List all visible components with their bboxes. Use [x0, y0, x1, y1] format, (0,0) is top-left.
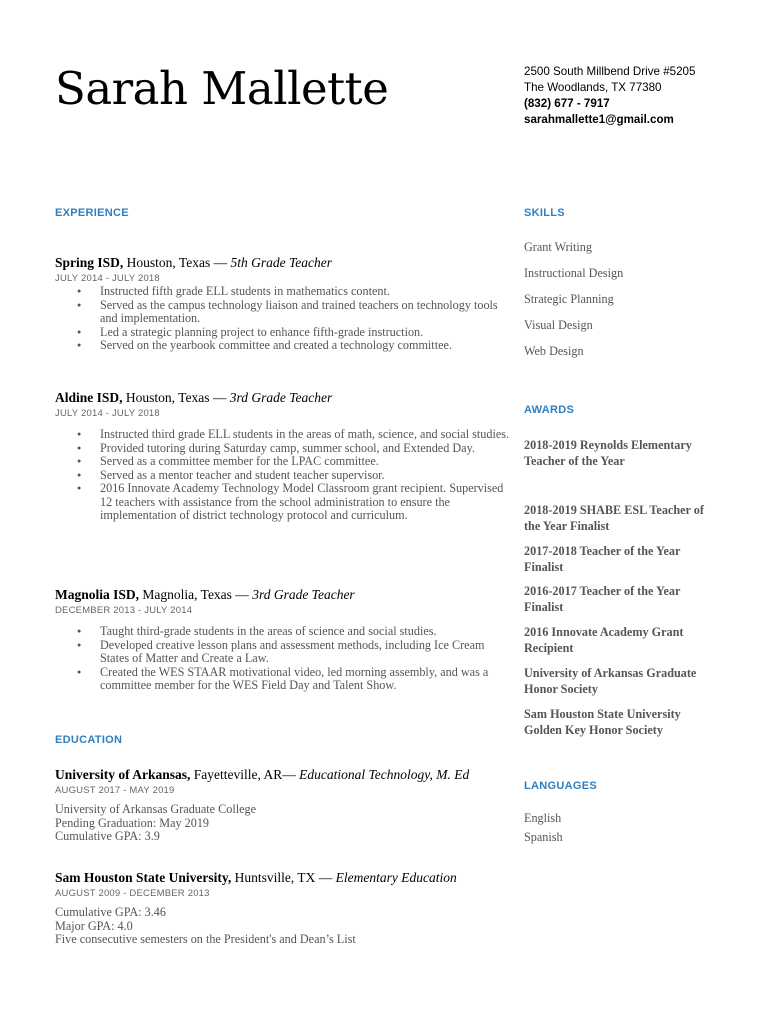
job-bullet: ● Instructed fifth grade ELL students in mathematics content. [77, 285, 510, 299]
resume-name: Sarah Mallette [55, 62, 389, 115]
education-dates: AUGUST 2017 - MAY 2019 [55, 785, 175, 796]
job-heading [55, 389, 510, 406]
job-location: Houston, Texas — [122, 390, 230, 405]
job-bullet: ● Served on the yearbook committee and created a technology committee. [77, 339, 510, 353]
job-bullet: ● Served as the campus technology liaison and trained teachers on technology tools and implementation. [77, 299, 510, 326]
education-location: Fayetteville, AR— [190, 767, 300, 782]
education-detail-line: Cumulative GPA: 3.46 [55, 905, 166, 919]
education-details [55, 803, 510, 844]
job-bullet: ● Created the WES STAAR motivational video, led morning assembly, and was a committee member for the WES Field Day and Talent Show. [77, 666, 510, 693]
job-role: 3rd Grade Teacher [252, 587, 355, 602]
award-item: Sam Houston State University Golden Key Honor Society [524, 707, 681, 737]
job-bullet: ● 2016 Innovate Academy Technology Model Classroom grant recipient. Supervised 12 teachers with assistance from the school administration to ensure the implementation of district technology protocol and curriculum. [77, 482, 510, 523]
job-bullet-list [77, 285, 510, 353]
job-bullet: ● Taught third-grade students in the areas of science and social studies. [77, 625, 510, 639]
award-item: 2018-2019 Reynolds Elementary Teacher of the Year [524, 438, 692, 468]
education-details [55, 906, 510, 947]
job-role: 5th Grade Teacher [230, 255, 332, 270]
skill-item: Web Design [524, 344, 584, 358]
contact-block [524, 64, 759, 128]
skill-item: Grant Writing [524, 240, 592, 254]
language-item: English [524, 811, 562, 825]
address-line-1: 2500 South Millbend Drive #5205 [524, 65, 696, 78]
job-role: 3rd Grade Teacher [229, 390, 333, 405]
award-item: University of Arkansas Graduate Honor Society [524, 666, 697, 696]
skill-item: Strategic Planning [524, 292, 614, 306]
experience-entry-spring-isd [55, 254, 510, 353]
experience-heading: EXPERIENCE [55, 207, 129, 219]
skill-item: Visual Design [524, 318, 593, 332]
languages-list [524, 809, 704, 847]
award-item: 2018-2019 SHABE ESL Teacher of the Year Finalist [524, 503, 704, 533]
education-entry-arkansas [55, 766, 510, 844]
awards-list [524, 437, 704, 757]
education-detail-line: Cumulative GPA: 3.9 [55, 829, 160, 843]
experience-entry-aldine-isd [55, 389, 510, 523]
skills-heading: SKILLS [524, 207, 565, 219]
job-bullet: ● Instructed third grade ELL students in the areas of math, science, and social studies. [77, 428, 510, 442]
education-location: Huntsville, TX — [231, 870, 336, 885]
job-bullet: ● Led a strategic planning project to enhance fifth-grade instruction. [77, 326, 510, 340]
job-bullet-list [77, 625, 510, 693]
skill-item: Instructional Design [524, 266, 624, 280]
languages-heading: LANGUAGES [524, 780, 597, 792]
education-heading-line [55, 869, 510, 886]
job-bullet: ● Served as a mentor teacher and student teacher supervisor. [77, 469, 510, 483]
education-org: University of Arkansas, [55, 767, 191, 782]
job-bullet: ● Provided tutoring during Saturday camp, summer school, and Extended Day. [77, 442, 510, 456]
job-bullet-list [77, 428, 510, 523]
job-heading [55, 254, 510, 271]
job-dates: JULY 2014 - JULY 2018 [55, 408, 160, 419]
job-location: Magnolia, Texas — [139, 587, 253, 602]
job-dates: JULY 2014 - JULY 2018 [55, 273, 160, 284]
job-bullet: ● Developed creative lesson plans and assessment methods, including Ice Cream States of Matter and Create a Law. [77, 639, 510, 666]
phone-number: (832) 677 - 7917 [524, 97, 610, 110]
education-degree: Educational Technology, M. Ed [299, 767, 470, 782]
education-dates: AUGUST 2009 - DECEMBER 2013 [55, 888, 210, 899]
address-line-2: The Woodlands, TX 77380 [524, 81, 662, 94]
education-detail-line: Five consecutive semesters on the President's and Dean’s List [55, 932, 356, 946]
award-item: 2016 Innovate Academy Grant Recipient [524, 625, 684, 655]
award-item: 2017-2018 Teacher of the Year Finalist [524, 544, 681, 574]
job-dates: DECEMBER 2013 - JULY 2014 [55, 605, 193, 616]
job-org: Aldine ISD, [55, 390, 123, 405]
job-org: Spring ISD, [55, 255, 124, 270]
education-heading: EDUCATION [55, 734, 123, 746]
skills-list [524, 240, 704, 370]
education-degree: Elementary Education [335, 870, 457, 885]
education-detail-line: Major GPA: 4.0 [55, 918, 133, 933]
education-heading-line [55, 766, 510, 783]
education-entry-sam-houston [55, 869, 510, 947]
award-item: 2016-2017 Teacher of the Year Finalist [524, 584, 681, 614]
email-address[interactable]: sarahmallette1@gmail.com [524, 113, 674, 126]
language-item: Spanish [524, 830, 563, 844]
job-org: Magnolia ISD, [55, 587, 140, 602]
job-heading [55, 586, 510, 603]
job-bullet: ● Served as a committee member for the LPAC committee. [77, 455, 510, 469]
education-detail-line: Pending Graduation: May 2019 [55, 815, 210, 830]
experience-entry-magnolia-isd [55, 586, 510, 693]
awards-heading: AWARDS [524, 404, 575, 416]
education-org: Sam Houston State University, [55, 870, 232, 885]
education-detail-line: University of Arkansas Graduate College [55, 802, 257, 816]
job-location: Houston, Texas — [123, 255, 231, 270]
